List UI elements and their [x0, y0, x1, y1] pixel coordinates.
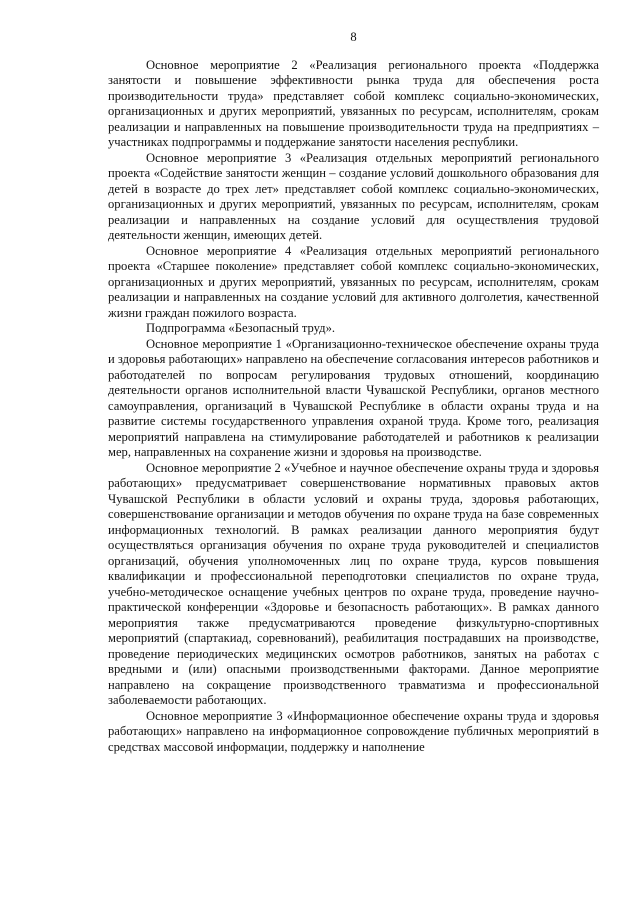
document-page	[108, 30, 599, 755]
paragraph-event-3-women-employment: Основное мероприятие 3 «Реализация отдельных мероприятий регионального проекта «Содействие занятости женщин – создание условий дошкольного образования для детей в возрасте до трех лет» представляет собой комплекс социально-экономических, организационных и других мероприятий, увязанных по ресурсам, исполнителям, срокам реализации и направленных на создание условий для осуществления трудовой деятельности женщин, имеющих детей.	[108, 150, 599, 242]
paragraph-safe-labor-event-2: Основное мероприятие 2 «Учебное и научное обеспечение охраны труда и здоровья работающих» предусматривает совершенствование нормативных правовых актов Чувашской Республики в области условий и охраны труда, здоровья работающих, совершенствование организации и методов обучения по охране труда на базе современных информационных технологий. В рамках реализации данного мероприятия будут осуществляться организация обучения по охране труда руководителей и специалистов организаций, обучения уполномоченных лиц по охране труда, курсов повышения квалификации и профессиональной переподготовки специалистов по охране труда, учебно-методическое оснащение учебных центров по охране труда, проведение научно-практической конференции «Здоровье и безопасность работающих». В рамках данного мероприятия также предусматриваются проведение физкультурно-спортивных мероприятий (спартакиад, соревнований), реабилитация пострадавших на производстве, проведение периодических медицинских осмотров работников, занятых на работах с вредными и (или) опасными производственными факторами. Данное мероприятие направлено на сокращение производственного травматизма и профессиональной заболеваемости работающих.	[108, 460, 599, 707]
page-number: 8	[350, 30, 357, 44]
paragraph-event-2-labor-productivity: Основное мероприятие 2 «Реализация регионального проекта «Поддержка занятости и повышение эффективности рынка труда для обеспечения роста производительности труда» представляет собой комплекс социально-экономических, организационных и других мероприятий, увязанных по ресурсам, исполнителям, срокам реализации и направленных на повышение производительности труда на предприятиях – участниках подпрограммы и поддержание занятости населения республики.	[108, 57, 599, 149]
paragraph-safe-labor-event-3: Основное мероприятие 3 «Информационное обеспечение охраны труда и здоровья работающих» направлено на информационное сопровождение публичных мероприятий в средствах массовой информации, поддержку и наполнение	[108, 708, 599, 754]
paragraph-safe-labor-event-1: Основное мероприятие 1 «Организационно-техническое обеспечение охраны труда и здоровья работающих» направлено на обеспечение согласования интересов работников и работодателей по вопросам регулирования трудовых отношений, координацию деятельности органов исполнительной власти Чувашской Республики, органов местного самоуправления, организаций в Чувашской Республике в области охраны труда и на развитие системы государственного управления охраной труда. Кроме того, реализация мероприятий направлена на стимулирование работодателей и работников к реализации мер, направленных на сохранение жизни и здоровья на производстве.	[108, 336, 599, 459]
subprogram-heading-safe-labor: Подпрограмма «Безопасный труд».	[146, 321, 336, 335]
paragraph-event-4-older-generation: Основное мероприятие 4 «Реализация отдельных мероприятий регионального проекта «Старшее поколение» представляет собой комплекс социально-экономических, организационных и других мероприятий, увязанных по ресурсам, исполнителям, срокам реализации и направленных на создание условий для активного долголетия, качественной жизни граждан пожилого возраста.	[108, 243, 599, 320]
